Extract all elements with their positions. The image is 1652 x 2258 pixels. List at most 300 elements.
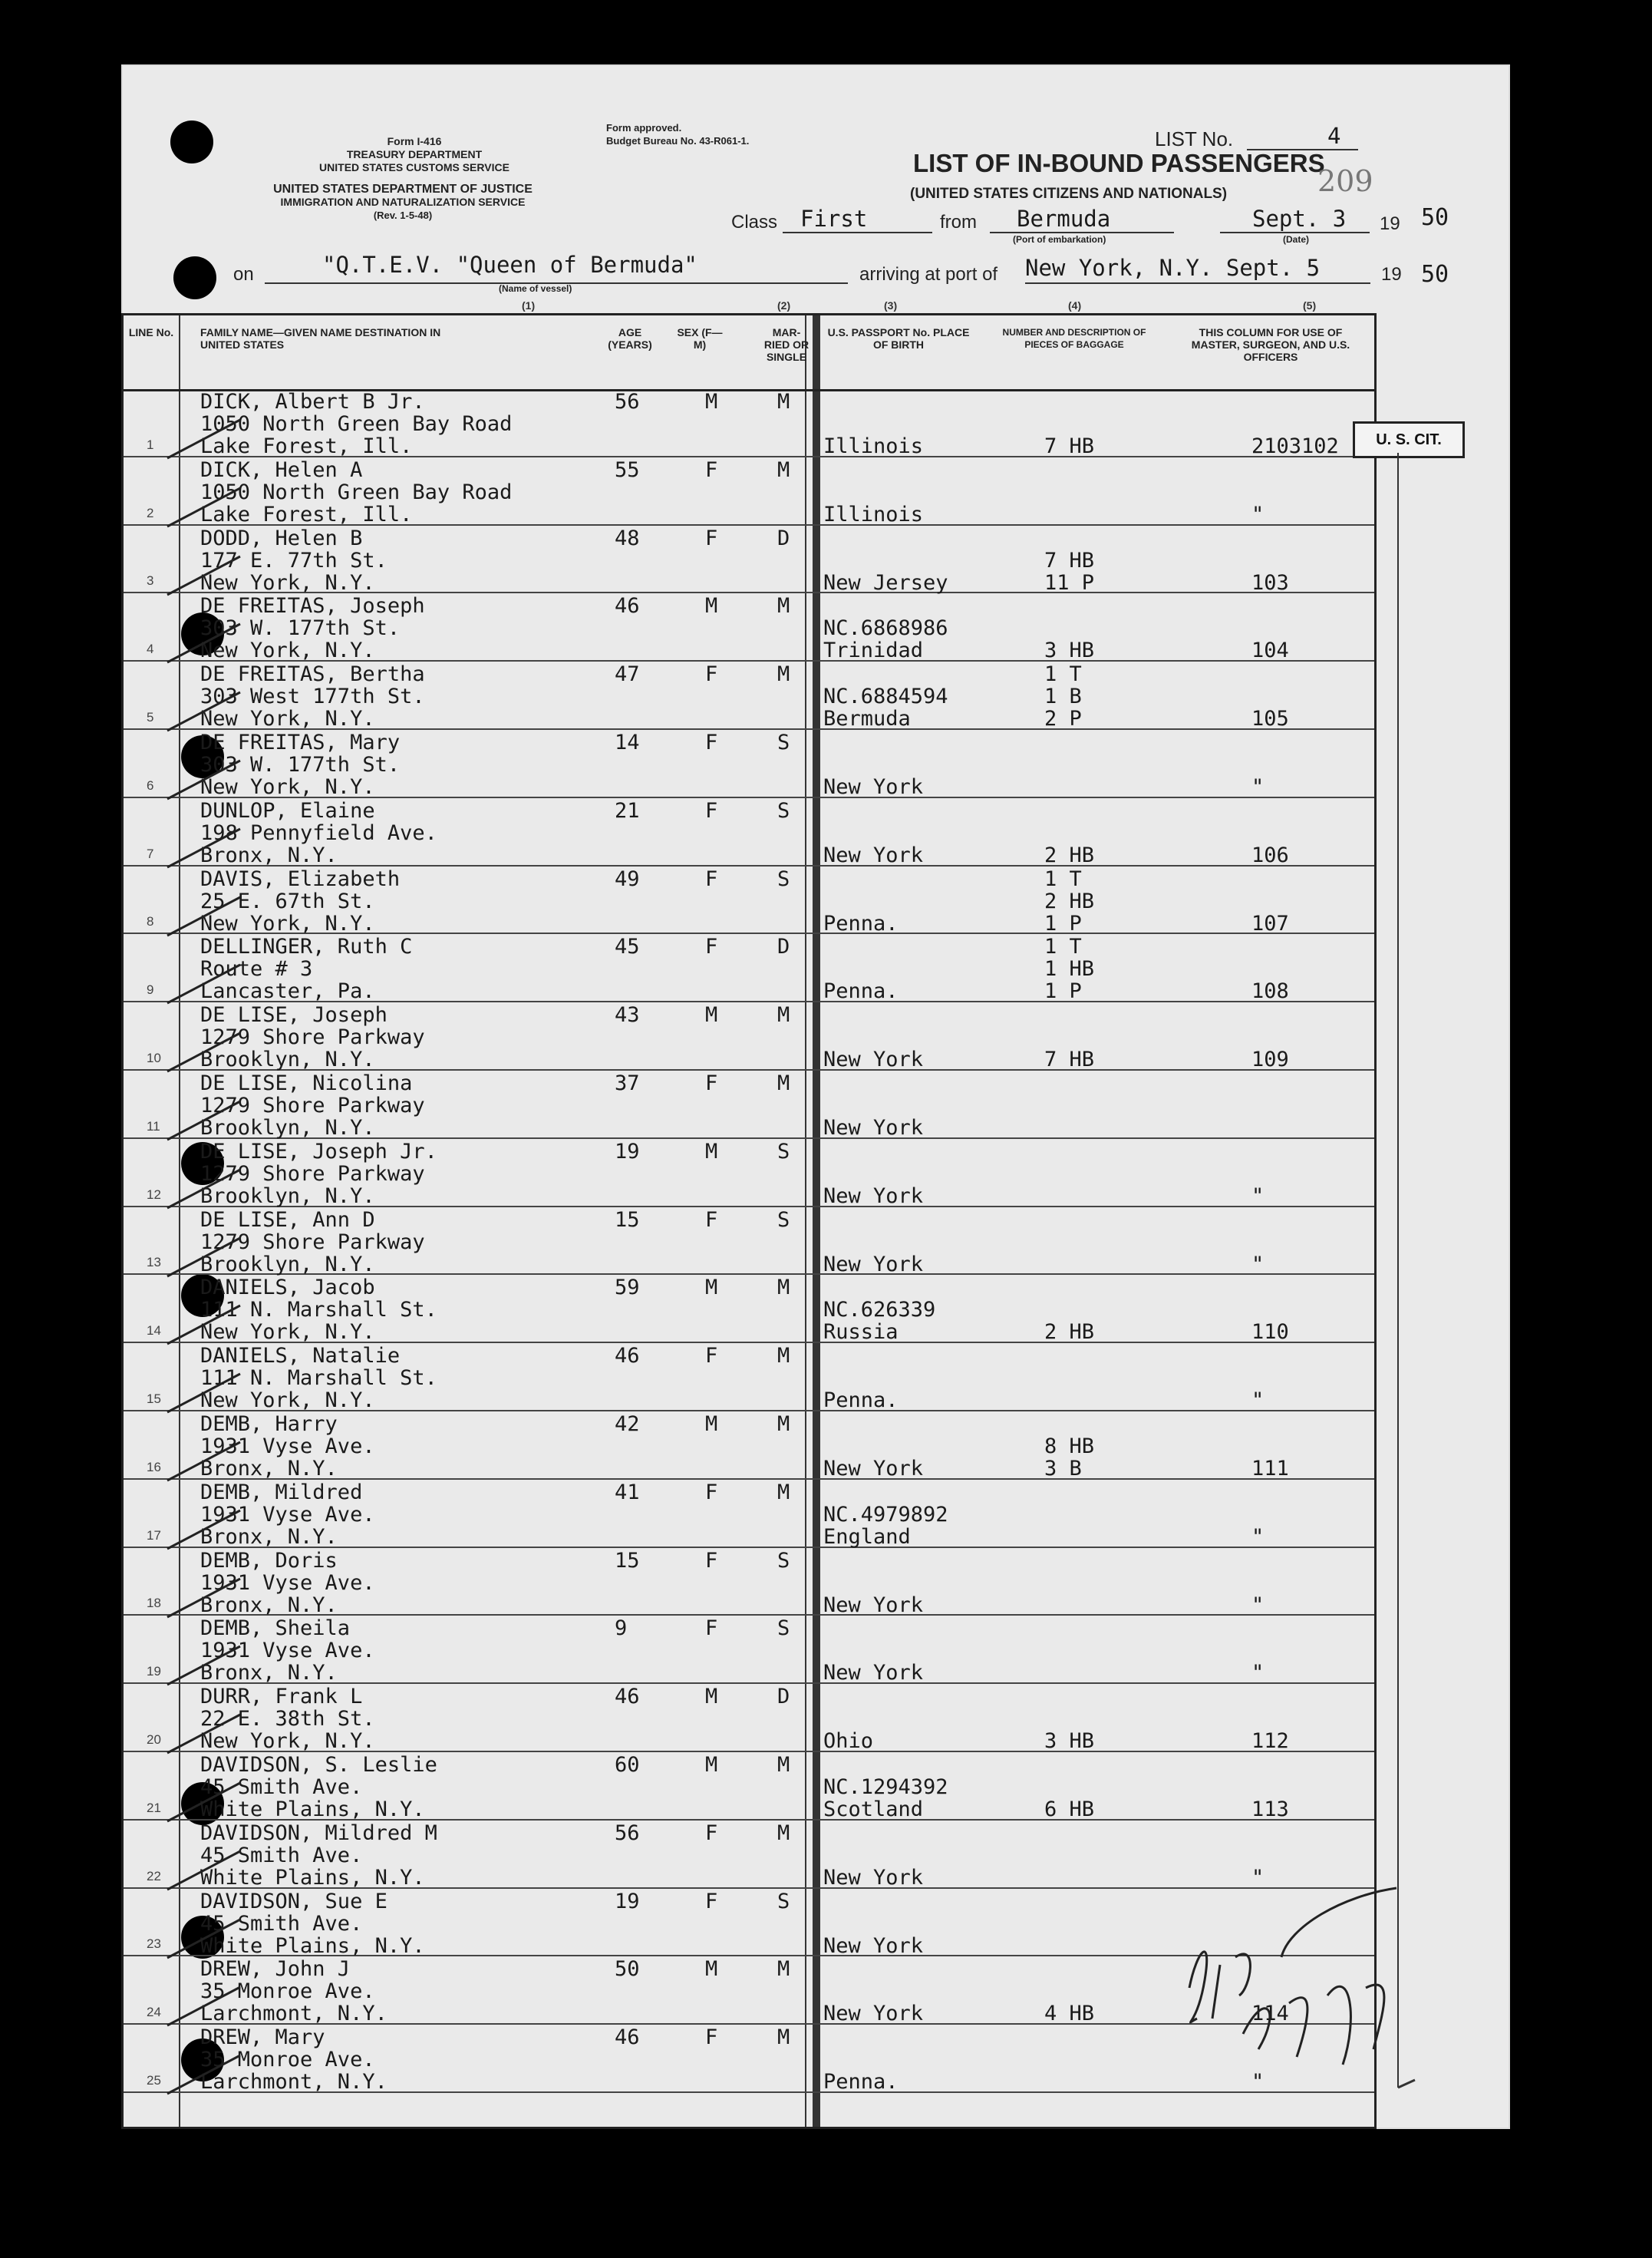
passenger-name: DE FREITAS, Joseph	[200, 594, 425, 619]
sex-value: M	[705, 1003, 718, 1028]
form-subtitle: (UNITED STATES CITIZENS AND NATIONALS)	[910, 186, 1228, 202]
table-row	[124, 1275, 1374, 1343]
passenger-name: DAVIS, Elizabeth	[200, 867, 401, 891]
address-city: New York, N.Y.	[200, 1320, 375, 1345]
passenger-name: DANIELS, Jacob	[200, 1276, 375, 1300]
address-city: New York, N.Y.	[200, 1729, 375, 1754]
place-of-birth: Bermuda	[823, 707, 911, 731]
address-street: 177 E. 77th St.	[200, 548, 387, 573]
passenger-name: DURR, Frank L	[200, 1685, 363, 1709]
officer-note: "	[1251, 775, 1265, 799]
age-value: 59	[615, 1276, 640, 1300]
table-row	[124, 457, 1374, 526]
line-number: 7	[147, 846, 154, 861]
age-value: 46	[615, 1685, 640, 1709]
header-baggage: NUMBER AND DESCRIPTION OF PIECES OF BAGGAGE	[1002, 327, 1146, 350]
place-of-birth: Ohio	[823, 1729, 874, 1754]
line-number: 23	[147, 1936, 161, 1952]
address-street: 1279 Shore Parkway	[200, 1094, 425, 1117]
table-row	[124, 1139, 1374, 1207]
line-number: 24	[147, 2005, 161, 2020]
officer-note: 103	[1251, 570, 1289, 595]
column-number: (3)	[884, 299, 898, 312]
officer-note: "	[1251, 1865, 1265, 1890]
age-value: 14	[615, 731, 640, 754]
address-city: White Plains, N.Y.	[200, 1933, 425, 1958]
marital-status: M	[777, 594, 790, 619]
marital-status: S	[777, 1207, 790, 1232]
officer-note: 114	[1251, 2002, 1289, 2026]
passenger-name: DEMB, Mildred	[200, 1480, 363, 1504]
class-label: Class	[731, 212, 778, 233]
line-number: 2	[147, 505, 154, 520]
table-row	[124, 1002, 1374, 1071]
address-city: Bronx, N.Y.	[200, 1457, 338, 1481]
officer-note: 104	[1251, 639, 1289, 663]
address-city: White Plains, N.Y.	[200, 1865, 425, 1890]
place-of-birth: Scotland	[823, 1797, 924, 1821]
officer-note: "	[1251, 1183, 1265, 1208]
address-street: 111 N. Marshall St.	[200, 1298, 437, 1322]
age-value: 49	[615, 867, 640, 891]
age-value: 56	[615, 1821, 640, 1845]
address-city: New York, N.Y.	[200, 1388, 375, 1413]
officer-note: 2103102	[1251, 434, 1339, 458]
vessel-caption: (Name of vessel)	[499, 283, 572, 294]
baggage-line-1: 1 T	[1044, 662, 1082, 687]
marital-status: D	[777, 526, 790, 550]
marital-status: M	[777, 1480, 790, 1504]
table-row	[124, 1480, 1374, 1548]
sex-value: F	[705, 1821, 718, 1845]
place-of-birth: Trinidad	[823, 639, 924, 663]
officer-note: 113	[1251, 1797, 1289, 1821]
arrival-line	[1025, 282, 1370, 284]
approval-note: Form approved. Budget Bureau No. 43-R061-1.	[606, 122, 750, 147]
passenger-name: DUNLOP, Elaine	[200, 798, 375, 823]
marital-status: M	[777, 457, 790, 482]
header-officers: THIS COLUMN FOR USE OF MASTER, SURGEON, AND U.S. OFFICERS	[1191, 326, 1350, 363]
table-row	[124, 1207, 1374, 1276]
place-of-birth: New York	[823, 1865, 924, 1890]
baggage-line-2: 1 HB	[1044, 957, 1095, 982]
marital-status: S	[777, 867, 790, 891]
line-number: 11	[147, 1118, 160, 1134]
address-street: 1931 Vyse Ave.	[200, 1434, 375, 1458]
baggage-line-3: 7 HB	[1044, 1048, 1095, 1072]
list-number: 4	[1327, 123, 1341, 149]
from-caption: (Port of embarkation)	[1013, 234, 1106, 245]
sex-value: F	[705, 662, 718, 687]
table-row	[124, 593, 1374, 662]
officer-note: 111	[1251, 1457, 1289, 1481]
baggage-line-3: 6 HB	[1044, 1797, 1095, 1821]
place-of-birth: Russia	[823, 1320, 899, 1345]
department-block: UNITED STATES DEPARTMENT OF JUSTICE IMMIGRATION AND NATURALIZATION SERVICE (Rev. 1-5-48)	[273, 183, 533, 221]
address-street: 111 N. Marshall St.	[200, 1366, 437, 1391]
line-number: 5	[147, 709, 154, 725]
age-value: 48	[615, 526, 640, 550]
sex-value: F	[705, 457, 718, 482]
age-value: 46	[615, 594, 640, 619]
baggage-line-3: 1 P	[1044, 911, 1082, 936]
table-row	[124, 1752, 1374, 1821]
baggage-line-2: 7 HB	[1044, 548, 1095, 573]
year-prefix: 19	[1380, 213, 1400, 234]
officer-note: "	[1251, 1524, 1265, 1549]
arrival-year-prefix: 19	[1381, 264, 1402, 285]
officer-note: "	[1251, 502, 1265, 527]
line-number: 21	[147, 1800, 161, 1815]
passenger-name: DE LISE, Ann D	[200, 1207, 375, 1232]
address-city: Larchmont, N.Y.	[200, 2070, 387, 2095]
line-number: 4	[147, 642, 154, 657]
marital-status: S	[777, 1139, 790, 1164]
age-value: 55	[615, 457, 640, 482]
baggage-line-2: 1 B	[1044, 685, 1082, 709]
passenger-name: DREW, Mary	[200, 2025, 325, 2050]
line-number: 8	[147, 914, 154, 929]
place-of-birth: Penna.	[823, 1388, 899, 1413]
arrival-year: 50	[1421, 261, 1449, 288]
line-number: 1	[147, 437, 154, 452]
place-of-birth: Penna.	[823, 979, 899, 1004]
class-line	[783, 232, 932, 233]
marital-status: D	[777, 1685, 790, 1709]
passenger-name: DE LISE, Nicolina	[200, 1071, 413, 1095]
place-of-birth: New York	[823, 1048, 924, 1072]
punch-hole	[173, 256, 216, 299]
baggage-line-3: 3 HB	[1044, 639, 1095, 663]
place-of-birth: New York	[823, 2002, 924, 2026]
passenger-name: DODD, Helen B	[200, 526, 363, 550]
sex-value: M	[705, 1412, 718, 1436]
sex-value: F	[705, 1889, 718, 1913]
sex-value: F	[705, 1344, 718, 1368]
address-city: Bronx, N.Y.	[200, 1661, 338, 1685]
age-value: 41	[615, 1480, 640, 1504]
officer-note: "	[1251, 2070, 1265, 2095]
address-street: 1050 North Green Bay Road	[200, 412, 513, 436]
officer-note: 109	[1251, 1048, 1289, 1072]
check-mark-icon	[163, 2040, 248, 2101]
column-number: (4)	[1068, 299, 1082, 312]
sex-value: M	[705, 594, 718, 619]
address-street: 35 Monroe Ave.	[200, 2048, 375, 2072]
date-value: Sept. 3	[1252, 206, 1347, 232]
age-value: 19	[615, 1139, 640, 1164]
table-row	[124, 867, 1374, 935]
passenger-name: DEMB, Sheila	[200, 1616, 351, 1641]
age-value: 50	[615, 1957, 640, 1982]
address-street: 198 Pennyfield Ave.	[200, 820, 437, 845]
sex-value: F	[705, 2025, 718, 2050]
age-value: 19	[615, 1889, 640, 1913]
line-number: 9	[147, 982, 154, 998]
officer-note: 106	[1251, 843, 1289, 867]
marital-status: M	[777, 2025, 790, 2050]
marital-status: M	[777, 390, 790, 414]
vessel-name: "Q.T.E.V. "Queen of Bermuda"	[322, 252, 697, 278]
age-value: 43	[615, 1003, 640, 1028]
address-city: White Plains, N.Y.	[200, 1797, 425, 1821]
marital-status: M	[777, 1412, 790, 1436]
marital-status: M	[777, 1821, 790, 1845]
table-row	[124, 1411, 1374, 1480]
address-city: New York, N.Y.	[200, 707, 375, 731]
address-street: 303 W. 177th St.	[200, 616, 401, 641]
passenger-table	[121, 313, 1377, 2129]
address-city: New York, N.Y.	[200, 639, 375, 663]
arriving-label: arriving at port of	[859, 264, 998, 285]
baggage-line-3: 2 P	[1044, 707, 1082, 731]
place-of-birth: Penna.	[823, 911, 899, 936]
address-city: Lake Forest, Ill.	[200, 502, 413, 527]
address-street: 303 W. 177th St.	[200, 753, 401, 777]
passenger-name: DEMB, Harry	[200, 1412, 338, 1436]
baggage-line-1: 1 T	[1044, 935, 1082, 959]
place-of-birth: New York	[823, 1183, 924, 1208]
passenger-name: DE LISE, Joseph Jr.	[200, 1139, 437, 1164]
passport-number: NC.6868986	[823, 616, 948, 641]
line-number: 16	[147, 1459, 161, 1474]
officer-note: 108	[1251, 979, 1289, 1004]
place-of-birth: Illinois	[823, 502, 924, 527]
passenger-name: DE LISE, Joseph	[200, 1003, 387, 1028]
passenger-name: DELLINGER, Ruth C	[200, 935, 413, 959]
address-city: New York, N.Y.	[200, 775, 375, 799]
address-street: 45 Smith Ave.	[200, 1911, 363, 1936]
age-value: 15	[615, 1548, 640, 1573]
baggage-line-3: 1 P	[1044, 979, 1082, 1004]
class-value: First	[800, 206, 868, 232]
form-title: LIST OF IN-BOUND PASSENGERS	[913, 149, 1325, 177]
passenger-name: DICK, Helen A	[200, 457, 363, 482]
baggage-line-3: 3 HB	[1044, 1729, 1095, 1754]
list-number-label: LIST No.	[1155, 127, 1234, 150]
passport-number: NC.626339	[823, 1298, 936, 1322]
age-value: 15	[615, 1207, 640, 1232]
line-number: 3	[147, 573, 154, 589]
age-value: 45	[615, 935, 640, 959]
place-of-birth: New Jersey	[823, 570, 948, 595]
line-number: 6	[147, 777, 154, 793]
passenger-name: DE FREITAS, Mary	[200, 731, 401, 754]
sex-value: M	[705, 1957, 718, 1982]
marital-status: M	[777, 1003, 790, 1028]
marital-status: S	[777, 1889, 790, 1913]
age-value: 9	[615, 1616, 628, 1641]
sex-value: M	[705, 1139, 718, 1164]
address-street: 1931 Vyse Ave.	[200, 1570, 375, 1595]
passenger-name: DEMB, Doris	[200, 1548, 338, 1573]
sex-value: F	[705, 798, 718, 823]
address-city: Brooklyn, N.Y.	[200, 1252, 375, 1276]
age-value: 42	[615, 1412, 640, 1436]
sex-value: F	[705, 935, 718, 959]
marital-status: D	[777, 935, 790, 959]
date-caption: (Date)	[1283, 234, 1310, 245]
header-married: MAR- RIED OR SINGLE	[763, 326, 810, 363]
table-row	[124, 934, 1374, 1002]
table-row	[124, 389, 1374, 457]
header-age: AGE (YEARS)	[608, 326, 652, 351]
officer-note: "	[1251, 1388, 1265, 1413]
place-of-birth: New York	[823, 843, 924, 867]
passenger-name: DAVIDSON, Mildred M	[200, 1821, 437, 1845]
line-number: 10	[147, 1050, 161, 1065]
officer-note: 110	[1251, 1320, 1289, 1345]
baggage-line-2: 2 HB	[1044, 889, 1095, 913]
age-value: 47	[615, 662, 640, 687]
table-row	[124, 1548, 1374, 1616]
age-value: 46	[615, 1344, 640, 1368]
line-number: 18	[147, 1596, 161, 1611]
age-value: 37	[615, 1071, 640, 1095]
line-number: 12	[147, 1187, 161, 1202]
sex-value: F	[705, 731, 718, 754]
passenger-name: DAVIDSON, Sue E	[200, 1889, 387, 1913]
sex-value: M	[705, 1276, 718, 1300]
line-number: 17	[147, 1527, 161, 1543]
place-of-birth: New York	[823, 1252, 924, 1276]
address-city: Brooklyn, N.Y.	[200, 1048, 375, 1072]
place-of-birth: Illinois	[823, 434, 924, 458]
marital-status: S	[777, 798, 790, 823]
place-of-birth: New York	[823, 1593, 924, 1617]
table-row	[124, 1343, 1374, 1411]
from-value: Bermuda	[1017, 206, 1111, 232]
age-value: 46	[615, 2025, 640, 2050]
place-of-birth: Penna.	[823, 2070, 899, 2095]
table-row	[124, 526, 1374, 594]
address-street: 1279 Shore Parkway	[200, 1161, 425, 1186]
address-city: Lancaster, Pa.	[200, 979, 375, 1004]
baggage-line-3: 3 B	[1044, 1457, 1082, 1481]
marital-status: S	[777, 731, 790, 754]
table-row	[124, 798, 1374, 867]
us-citizen-badge: U. S. CIT.	[1353, 421, 1465, 458]
address-street: 303 West 177th St.	[200, 685, 425, 709]
baggage-line-3: 2 HB	[1044, 843, 1095, 867]
address-city: New York, N.Y.	[200, 911, 375, 936]
address-street: 1279 Shore Parkway	[200, 1230, 425, 1254]
sex-value: M	[705, 1753, 718, 1777]
officer-note: "	[1251, 1661, 1265, 1685]
line-number: 25	[147, 2072, 161, 2088]
column-number: (1)	[522, 299, 536, 312]
table-row	[124, 662, 1374, 730]
address-city: Bronx, N.Y.	[200, 843, 338, 867]
line-number: 19	[147, 1664, 161, 1679]
address-street: 1279 Shore Parkway	[200, 1025, 425, 1050]
marital-status: S	[777, 1548, 790, 1573]
marital-status: M	[777, 1957, 790, 1982]
sex-value: F	[705, 1480, 718, 1504]
sex-value: F	[705, 867, 718, 891]
baggage-line-3: 2 HB	[1044, 1320, 1095, 1345]
baggage-line-3: 11 P	[1044, 570, 1095, 595]
marital-status: M	[777, 1071, 790, 1095]
age-value: 60	[615, 1753, 640, 1777]
address-city: Bronx, N.Y.	[200, 1524, 338, 1549]
officer-column-bracket	[1395, 453, 1418, 2095]
address-street: 25 E. 67th St.	[200, 889, 375, 913]
sex-value: M	[705, 390, 718, 414]
passenger-name: DANIELS, Natalie	[200, 1344, 401, 1368]
column-number: (5)	[1303, 299, 1317, 312]
place-of-birth: New York	[823, 1457, 924, 1481]
header-line-no: LINE No.	[128, 326, 174, 338]
year-value: 50	[1421, 204, 1449, 231]
baggage-line-3: 7 HB	[1044, 434, 1095, 458]
line-number: 20	[147, 1731, 161, 1747]
officer-note: 107	[1251, 911, 1289, 936]
marital-status: M	[777, 1753, 790, 1777]
table-row	[124, 1071, 1374, 1139]
sex-value: F	[705, 1616, 718, 1641]
line-number: 22	[147, 1868, 161, 1883]
officer-note: 105	[1251, 707, 1289, 731]
marital-status: M	[777, 1344, 790, 1368]
officer-note: "	[1251, 1252, 1265, 1276]
place-of-birth: England	[823, 1524, 911, 1549]
age-value: 21	[615, 798, 640, 823]
stamp-number: 209	[1317, 164, 1373, 198]
baggage-line-3: 4 HB	[1044, 2002, 1095, 2026]
address-street: 45 Smith Ave.	[200, 1775, 363, 1799]
marital-status: S	[777, 1616, 790, 1641]
address-street: Route # 3	[200, 957, 313, 982]
passenger-name: DE FREITAS, Bertha	[200, 662, 425, 687]
sex-value: F	[705, 1207, 718, 1232]
baggage-line-1: 1 T	[1044, 867, 1082, 891]
passport-number: NC.4979892	[823, 1502, 948, 1527]
address-street: 35 Monroe Ave.	[200, 1979, 375, 2004]
address-street: 1931 Vyse Ave.	[200, 1502, 375, 1527]
sex-value: F	[705, 1548, 718, 1573]
line-number: 14	[147, 1323, 161, 1339]
table-row	[124, 1684, 1374, 1752]
from-label: from	[940, 212, 977, 233]
form-identifier: Form I-416 TREASURY DEPARTMENT UNITED STATES CUSTOMS SERVICE	[319, 135, 509, 173]
header-passport: U.S. PASSPORT No. PLACE OF BIRTH	[827, 326, 970, 351]
arrival-port-date: New York, N.Y. Sept. 5	[1025, 255, 1321, 281]
passenger-name: DICK, Albert B Jr.	[200, 390, 425, 414]
address-city: Bronx, N.Y.	[200, 1593, 338, 1617]
address-city: Larchmont, N.Y.	[200, 2002, 387, 2026]
line-number: 15	[147, 1391, 161, 1406]
address-street: 22 E. 38th St.	[200, 1707, 375, 1731]
address-city: Brooklyn, N.Y.	[200, 1116, 375, 1140]
place-of-birth: New York	[823, 1661, 924, 1685]
officer-note: "	[1251, 1593, 1265, 1617]
header-sex: SEX (F—M)	[677, 326, 723, 351]
punch-hole	[170, 120, 213, 163]
age-value: 56	[615, 390, 640, 414]
baggage-line-2: 8 HB	[1044, 1434, 1095, 1458]
sex-value: F	[705, 1071, 718, 1095]
sex-value: F	[705, 526, 718, 550]
on-label: on	[233, 264, 254, 285]
address-street: 1050 North Green Bay Road	[200, 480, 513, 504]
address-city: Lake Forest, Ill.	[200, 434, 413, 458]
header-name: FAMILY NAME—GIVEN NAME DESTINATION IN UNITED STATES	[200, 326, 441, 351]
table-row	[124, 730, 1374, 798]
table-row	[124, 1616, 1374, 1684]
sex-value: M	[705, 1685, 718, 1709]
address-street: 1931 Vyse Ave.	[200, 1639, 375, 1663]
